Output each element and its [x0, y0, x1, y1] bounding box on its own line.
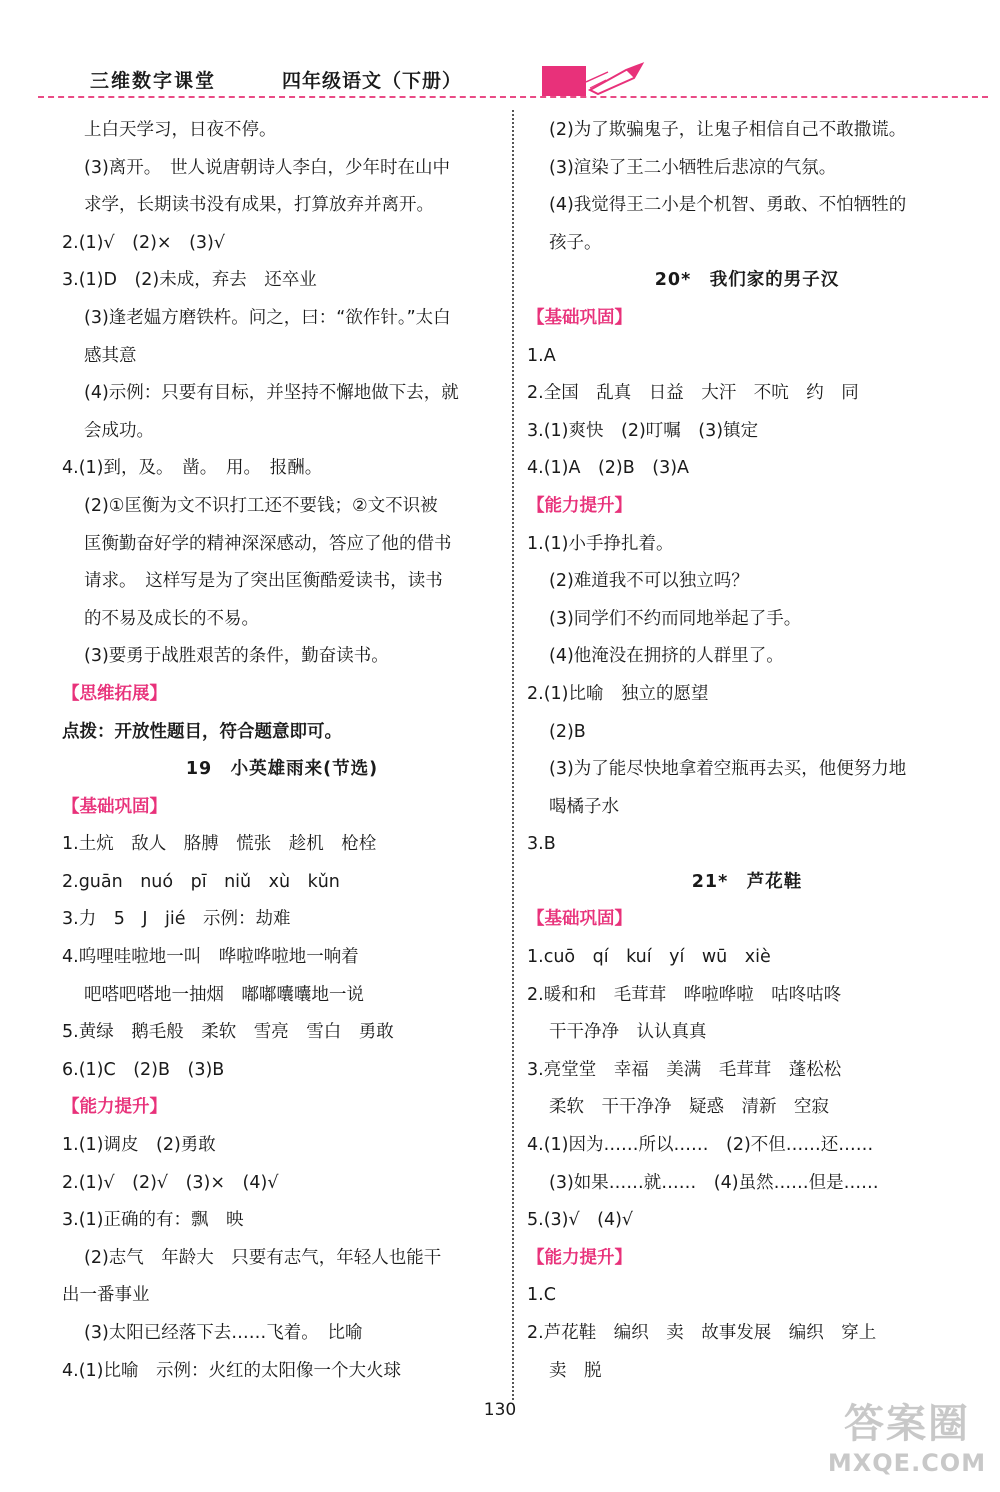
answer-line: 出一番事业	[62, 1285, 150, 1306]
answer-line: 卖 脱	[549, 1360, 602, 1381]
answer-line: (4)示例：只要有目标，并坚持不懈地做下去，就	[84, 383, 459, 404]
answer-line: (4)他淹没在拥挤的人群里了。	[549, 646, 784, 667]
series-title: 三维数字课堂	[90, 70, 217, 92]
answer-line: 求学，长期读书没有成果，打算放弃并离开。	[84, 195, 434, 216]
watermark-logo	[822, 1400, 992, 1484]
answer-line: 4.(1)A (2)B (3)A	[527, 458, 690, 479]
header-dashed-rule	[38, 96, 988, 98]
answer-line: 3.(1)爽快 (2)叮嘱 (3)镇定	[527, 420, 759, 441]
answer-line: 的不易及成长的不易。	[84, 608, 259, 629]
answer-line: 1.(1)调皮 (2)勇敢	[62, 1135, 216, 1156]
lesson-title-20: 20* 我们家的男子汉	[654, 270, 840, 291]
answer-line: 2.(1)√ (2)× (3)√	[62, 232, 226, 253]
section-tag-basic: 【基础巩固】	[62, 796, 167, 817]
right-answer-column	[527, 112, 967, 1390]
answer-line: 喝橘子水	[549, 796, 619, 817]
left-answer-column	[62, 112, 502, 1390]
answer-line: 1.A	[527, 345, 556, 366]
section-tag-basic: 【基础巩固】	[527, 909, 632, 930]
answer-line: 4.呜哩哇啦地一叫 哗啦哗啦地一响着	[62, 947, 359, 968]
answer-line: 2.(1)√ (2)√ (3)× (4)√	[62, 1172, 279, 1193]
answer-line: 2.(1)比喻 独立的愿望	[527, 683, 709, 704]
answer-line: (3)太阳已经落下去……飞着。 比喻	[84, 1323, 363, 1343]
section-tag-ability: 【能力提升】	[527, 495, 632, 516]
answer-line: 孩子。	[549, 232, 602, 253]
answer-line: 1.C	[527, 1285, 556, 1306]
section-tag-ability: 【能力提升】	[527, 1247, 632, 1268]
answer-line: (4)我觉得王二小是个机智、勇敢、不怕牺牲的	[549, 195, 907, 216]
answer-line: (3)要勇于战胜艰苦的条件，勤奋读书。	[84, 646, 389, 667]
page-number: 130	[483, 1400, 517, 1420]
lesson-title-21: 21* 芦花鞋	[691, 871, 803, 892]
answer-line: 2.全国 乱真 日益 大汗 不吭 约 同	[527, 383, 859, 404]
answer-line: (3)如果……就…… (4)虽然……但是……	[549, 1172, 879, 1193]
answer-line: 6.(1)C (2)B (3)B	[62, 1059, 225, 1080]
answer-line: 2.暖和和 毛茸茸 哗啦哗啦 咕咚咕咚	[527, 984, 842, 1005]
answer-line: (2)B	[549, 721, 586, 742]
answer-line: 柔软 干干净净 疑惑 清新 空寂	[549, 1097, 829, 1118]
answer-line: 感其意	[84, 345, 137, 366]
answer-hint: 点拨：开放性题目，符合题意即可。	[62, 721, 342, 742]
rocket-icon	[586, 60, 646, 96]
answer-line: 5.(3)√ (4)√	[527, 1210, 634, 1231]
answer-line: (2)难道我不可以独立吗？	[549, 571, 749, 592]
header-accent-block	[542, 66, 586, 96]
answer-line: (2)①匡衡为文不识打工还不要钱；②文不识被	[84, 495, 438, 516]
answer-line: (3)同学们不约而同地举起了手。	[549, 608, 802, 629]
answer-line: 3.B	[527, 834, 556, 855]
section-tag-ability: 【能力提升】	[62, 1097, 167, 1118]
answer-line: 请求。 这样写是为了突出匡衡酷爱读书，读书	[84, 571, 443, 592]
answer-line: 1.(1)小手挣扎着。	[527, 533, 674, 554]
column-divider	[512, 110, 514, 1400]
answer-line: 3.(1)D (2)未成，弃去 还卒业	[62, 270, 317, 291]
answer-line: 3.(1)正确的有：飘 映	[62, 1210, 244, 1231]
watermark-site-text: MXQE.COM	[827, 1449, 987, 1477]
answer-line: 3.亮堂堂 幸福 美满 毛茸茸 蓬松松	[527, 1059, 842, 1080]
book-title: 四年级语文（下册）	[282, 70, 463, 92]
answer-line: 匡衡勤奋好学的精神深深感动，答应了他的借书	[84, 533, 452, 554]
answer-line: 4.(1)到，及。 凿。 用。 报酬。	[62, 458, 323, 479]
watermark-logo-text: 答案圈	[844, 1401, 970, 1447]
answer-line: 上白天学习，日夜不停。	[84, 120, 277, 140]
answer-line: 5.黄绿 鹅毛般 柔软 雪亮 雪白 勇敢	[62, 1022, 394, 1043]
answer-line: (2)志气 年龄大 只要有志气，年轻人也能干	[84, 1247, 442, 1268]
section-tag-thinking: 【思维拓展】	[62, 683, 167, 704]
answer-line: 1.cuō qí kuí yí wū xiè	[527, 947, 771, 968]
answer-line: (3)离开。 世人说唐朝诗人李白，少年时在山中	[84, 157, 451, 178]
answer-line: 2.guān nuó pī niǔ xù kǔn	[62, 871, 340, 892]
section-tag-basic: 【基础巩固】	[527, 307, 632, 328]
answer-line: 4.(1)比喻 示例：火红的太阳像一个大火球	[62, 1360, 401, 1381]
lesson-title-19: 19 小英雄雨来(节选)	[185, 759, 379, 780]
answer-line: 吧嗒吧嗒地一抽烟 嘟嘟囔囔地一说	[84, 984, 364, 1005]
answer-line: (3)为了能尽快地拿着空瓶再去买，他便努力地	[549, 759, 907, 780]
answer-line: 4.(1)因为……所以…… (2)不但……还……	[527, 1135, 874, 1156]
page-header	[0, 0, 1000, 100]
answer-line: 干干净净 认认真真	[549, 1022, 707, 1043]
answer-line: (3)渲染了王二小牺牲后悲凉的气氛。	[549, 157, 837, 178]
answer-line: (3)逢老媪方磨铁杵。问之，曰：“欲作针。”太白	[84, 307, 451, 328]
answer-line: (2)为了欺骗鬼子，让鬼子相信自己不敢撒谎。	[549, 120, 907, 140]
answer-line: 会成功。	[84, 420, 154, 441]
answer-line: 2.芦花鞋 编织 卖 故事发展 编织 穿上	[527, 1323, 877, 1343]
answer-line: 1.土炕 敌人 胳膊 慌张 趁机 枪栓	[62, 834, 377, 855]
answer-line: 3.力 5 J jié 示例：劫难	[62, 909, 291, 930]
